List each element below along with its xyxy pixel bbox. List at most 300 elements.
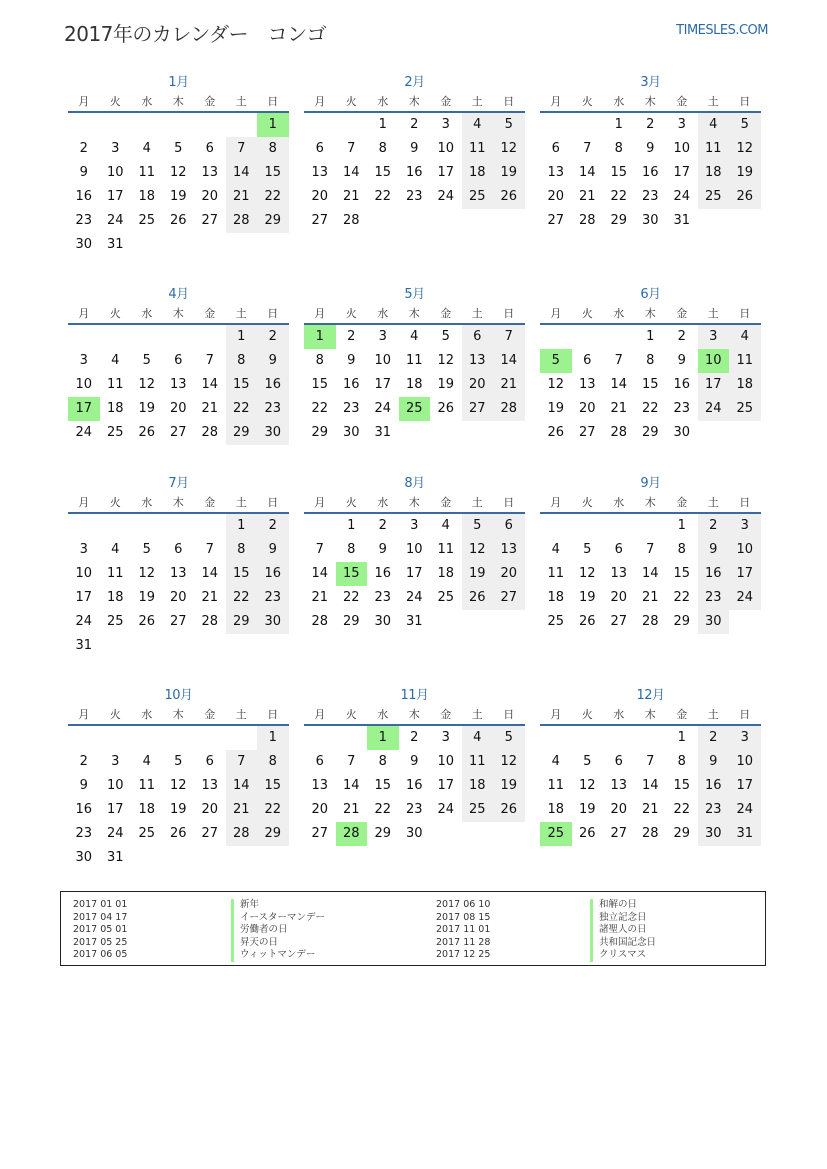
weekday-label: 木 xyxy=(172,496,184,509)
day-cell: 27 xyxy=(610,614,628,629)
day-cell: 19 xyxy=(138,401,156,416)
holiday-date: 2017 05 01 xyxy=(73,924,128,935)
holiday-date: 2017 06 10 xyxy=(436,899,491,910)
holiday-date: 2017 11 28 xyxy=(436,936,491,948)
day-empty xyxy=(603,726,635,750)
day-cell: 1 xyxy=(614,117,623,132)
day-cell: 27 xyxy=(610,826,628,841)
day-cell: 11 xyxy=(729,349,761,373)
day-cell: 13 xyxy=(462,349,494,373)
day-cell: 27 xyxy=(169,425,187,440)
day-cell: 31 xyxy=(374,425,392,440)
day-cell: 5 xyxy=(174,754,183,769)
month-11 xyxy=(304,686,525,846)
day-cell: 9 xyxy=(79,778,88,793)
day-cell: 21 xyxy=(641,590,659,605)
day-cell: 16 xyxy=(75,189,93,204)
day-cell: 4 xyxy=(111,353,120,368)
day-cell: 20 xyxy=(547,189,565,204)
weekday-label: 火 xyxy=(345,708,357,721)
day-cell: 16 xyxy=(698,562,730,586)
weekday-label: 金 xyxy=(204,496,216,509)
day-cell: 11 xyxy=(138,778,156,793)
day-cell: 20 xyxy=(610,590,628,605)
month-7 xyxy=(68,474,289,658)
weekday-label: 月 xyxy=(314,708,326,721)
day-cell: 28 xyxy=(641,826,659,841)
day-cell: 9 xyxy=(410,754,419,769)
day-empty xyxy=(163,113,195,137)
day-cell: 21 xyxy=(226,798,258,822)
day-cell: 10 xyxy=(106,778,124,793)
day-cell: 15 xyxy=(610,165,628,180)
day-cell: 7 xyxy=(226,137,258,161)
weekday-label: 月 xyxy=(78,708,90,721)
weekday-label: 金 xyxy=(676,307,688,320)
weekday-header xyxy=(304,305,525,325)
day-cell: 29 xyxy=(226,421,258,445)
weekday-label: 月 xyxy=(78,307,90,320)
month-title: 5月 xyxy=(404,287,425,302)
day-cell: 14 xyxy=(641,778,659,793)
month-title: 12月 xyxy=(636,688,665,703)
day-cell: 26 xyxy=(578,614,596,629)
day-empty xyxy=(572,514,604,538)
day-cell: 12 xyxy=(169,778,187,793)
day-cell: 18 xyxy=(729,373,761,397)
day-cell: 19 xyxy=(578,590,596,605)
weekday-label: 火 xyxy=(581,496,593,509)
day-cell: 22 xyxy=(257,798,289,822)
day-cell: 22 xyxy=(673,590,691,605)
day-cell: 22 xyxy=(226,586,258,610)
day-cell: 28 xyxy=(336,822,368,846)
day-cell: 25 xyxy=(540,822,572,846)
weekday-header xyxy=(540,305,761,325)
day-cell: 14 xyxy=(342,778,360,793)
day-empty xyxy=(540,514,572,538)
day-cell: 13 xyxy=(610,566,628,581)
weekday-label: 火 xyxy=(109,496,121,509)
day-cell: 1 xyxy=(257,726,289,750)
weekday-label: 木 xyxy=(644,496,656,509)
day-cell: 3 xyxy=(441,117,450,132)
day-cell: 14 xyxy=(201,566,219,581)
day-cell: 14 xyxy=(226,774,258,798)
month-title: 4月 xyxy=(168,287,189,302)
day-cell: 14 xyxy=(226,161,258,185)
day-cell: 23 xyxy=(641,189,659,204)
month-title: 7月 xyxy=(168,476,189,491)
weekday-label: 火 xyxy=(345,496,357,509)
weekday-label: 火 xyxy=(109,95,121,108)
day-cell: 15 xyxy=(257,161,289,185)
month-title: 1月 xyxy=(168,75,189,90)
day-cell: 17 xyxy=(106,189,124,204)
day-cell: 24 xyxy=(673,189,691,204)
day-cell: 7 xyxy=(205,542,214,557)
day-cell: 5 xyxy=(583,754,592,769)
holiday-name: 新年 xyxy=(231,899,325,912)
day-cell: 19 xyxy=(547,401,565,416)
day-grid xyxy=(304,514,525,634)
month-8 xyxy=(304,474,525,634)
day-cell: 17 xyxy=(437,165,455,180)
day-grid xyxy=(304,113,525,233)
day-cell: 14 xyxy=(578,165,596,180)
day-cell: 12 xyxy=(493,750,525,774)
day-cell: 24 xyxy=(729,586,761,610)
day-cell: 1 xyxy=(367,726,399,750)
day-cell: 1 xyxy=(677,730,686,745)
weekday-label: 水 xyxy=(377,496,389,509)
weekday-label: 水 xyxy=(613,708,625,721)
day-cell: 10 xyxy=(405,542,423,557)
month-12 xyxy=(540,686,761,846)
weekday-label: 月 xyxy=(78,95,90,108)
day-cell: 29 xyxy=(673,826,691,841)
day-cell: 28 xyxy=(226,209,258,233)
weekday-label: 火 xyxy=(345,95,357,108)
day-cell: 23 xyxy=(374,590,392,605)
weekday-header xyxy=(540,706,761,726)
holiday-name: クリスマス xyxy=(590,949,656,962)
day-cell: 20 xyxy=(462,373,494,397)
site-link[interactable]: TIMESLES.COM xyxy=(676,23,768,38)
day-cell: 18 xyxy=(698,161,730,185)
day-cell: 5 xyxy=(493,113,525,137)
day-cell: 28 xyxy=(342,213,360,228)
day-cell: 4 xyxy=(551,542,560,557)
day-cell: 6 xyxy=(205,754,214,769)
day-cell: 21 xyxy=(311,590,329,605)
day-cell: 11 xyxy=(437,542,455,557)
day-cell: 26 xyxy=(169,826,187,841)
day-cell: 15 xyxy=(311,377,329,392)
day-cell: 8 xyxy=(646,353,655,368)
day-grid xyxy=(540,514,761,634)
day-grid xyxy=(304,726,525,846)
month-title: 2月 xyxy=(404,75,425,90)
day-cell: 28 xyxy=(226,822,258,846)
day-cell: 20 xyxy=(169,590,187,605)
day-cell: 18 xyxy=(437,566,455,581)
day-cell: 17 xyxy=(437,778,455,793)
day-cell: 1 xyxy=(378,117,387,132)
holiday-names-col-1 xyxy=(231,899,325,962)
weekday-header xyxy=(68,93,289,113)
holiday-date: 2017 12 25 xyxy=(436,949,491,960)
day-cell: 28 xyxy=(493,397,525,421)
day-cell: 15 xyxy=(641,377,659,392)
day-cell: 9 xyxy=(698,750,730,774)
day-cell: 3 xyxy=(677,117,686,132)
day-cell: 27 xyxy=(201,213,219,228)
day-grid xyxy=(540,113,761,233)
day-cell: 25 xyxy=(437,590,455,605)
day-cell: 4 xyxy=(462,726,494,750)
day-cell: 3 xyxy=(111,141,120,156)
day-cell: 30 xyxy=(342,425,360,440)
day-cell: 17 xyxy=(729,774,761,798)
day-cell: 28 xyxy=(610,425,628,440)
day-cell: 31 xyxy=(405,614,423,629)
day-cell: 13 xyxy=(311,778,329,793)
day-cell: 20 xyxy=(201,189,219,204)
day-cell: 30 xyxy=(698,610,730,634)
holiday-name: 諸聖人の日 xyxy=(590,924,656,937)
day-cell: 7 xyxy=(583,141,592,156)
day-cell: 5 xyxy=(462,514,494,538)
holiday-date: 2017 11 01 xyxy=(436,924,491,935)
weekday-label: 月 xyxy=(314,307,326,320)
day-cell: 6 xyxy=(462,325,494,349)
day-empty xyxy=(68,726,100,750)
day-cell: 4 xyxy=(142,754,151,769)
day-cell: 12 xyxy=(578,778,596,793)
day-empty xyxy=(194,726,226,750)
weekday-label: 火 xyxy=(581,95,593,108)
day-empty xyxy=(100,325,132,349)
day-cell: 11 xyxy=(138,165,156,180)
day-cell: 4 xyxy=(441,518,450,533)
day-cell: 24 xyxy=(437,189,455,204)
holiday-date: 2017 05 25 xyxy=(73,936,128,948)
day-cell: 16 xyxy=(75,802,93,817)
day-cell: 29 xyxy=(311,425,329,440)
day-cell: 23 xyxy=(75,826,93,841)
day-cell: 19 xyxy=(169,189,187,204)
day-cell: 2 xyxy=(347,329,356,344)
day-cell: 13 xyxy=(201,165,219,180)
day-cell: 30 xyxy=(698,822,730,846)
day-cell: 2 xyxy=(698,726,730,750)
day-cell: 1 xyxy=(646,329,655,344)
weekday-label: 日 xyxy=(503,708,515,721)
day-empty xyxy=(131,113,163,137)
day-empty xyxy=(163,514,195,538)
day-cell: 12 xyxy=(547,377,565,392)
day-cell: 1 xyxy=(257,113,289,137)
day-cell: 31 xyxy=(106,850,124,865)
day-cell: 6 xyxy=(614,542,623,557)
day-cell: 2 xyxy=(257,514,289,538)
day-cell: 27 xyxy=(311,213,329,228)
day-cell: 30 xyxy=(257,421,289,445)
month-title: 3月 xyxy=(640,75,661,90)
day-cell: 26 xyxy=(462,586,494,610)
day-cell: 18 xyxy=(106,401,124,416)
day-grid xyxy=(68,726,289,870)
weekday-label: 日 xyxy=(739,708,751,721)
day-cell: 17 xyxy=(106,802,124,817)
day-cell: 11 xyxy=(547,566,565,581)
holiday-date: 2017 04 17 xyxy=(73,911,128,923)
day-cell: 26 xyxy=(493,798,525,822)
weekday-label: 月 xyxy=(78,496,90,509)
day-cell: 6 xyxy=(551,141,560,156)
day-cell: 22 xyxy=(374,802,392,817)
day-cell: 12 xyxy=(169,165,187,180)
day-cell: 11 xyxy=(106,566,124,581)
day-cell: 10 xyxy=(437,141,455,156)
day-cell: 21 xyxy=(610,401,628,416)
day-empty xyxy=(603,325,635,349)
day-cell: 3 xyxy=(729,726,761,750)
day-cell: 30 xyxy=(405,826,423,841)
month-title: 11月 xyxy=(400,688,429,703)
day-cell: 16 xyxy=(641,165,659,180)
day-cell: 4 xyxy=(142,141,151,156)
day-cell: 16 xyxy=(698,774,730,798)
holiday-name: 和解の日 xyxy=(590,899,656,912)
day-cell: 18 xyxy=(138,802,156,817)
day-cell: 10 xyxy=(673,141,691,156)
day-cell: 17 xyxy=(698,373,730,397)
weekday-label: 火 xyxy=(109,307,121,320)
day-cell: 21 xyxy=(226,185,258,209)
day-cell: 12 xyxy=(578,566,596,581)
day-cell: 30 xyxy=(374,614,392,629)
day-cell: 30 xyxy=(673,425,691,440)
day-cell: 8 xyxy=(315,353,324,368)
day-cell: 22 xyxy=(257,185,289,209)
holiday-names-col-2 xyxy=(590,899,656,962)
day-grid xyxy=(68,113,289,257)
weekday-label: 水 xyxy=(377,708,389,721)
day-cell: 3 xyxy=(79,353,88,368)
day-cell: 18 xyxy=(462,774,494,798)
day-cell: 19 xyxy=(493,774,525,798)
weekday-label: 金 xyxy=(440,307,452,320)
weekday-label: 金 xyxy=(676,95,688,108)
day-cell: 27 xyxy=(311,826,329,841)
weekday-label: 水 xyxy=(613,307,625,320)
day-empty xyxy=(304,726,336,750)
day-cell: 29 xyxy=(610,213,628,228)
day-cell: 11 xyxy=(462,137,494,161)
day-cell: 2 xyxy=(410,730,419,745)
day-cell: 4 xyxy=(698,113,730,137)
weekday-label: 月 xyxy=(550,708,562,721)
weekday-label: 土 xyxy=(235,95,247,108)
day-cell: 31 xyxy=(106,237,124,252)
day-cell: 13 xyxy=(547,165,565,180)
day-empty xyxy=(131,726,163,750)
weekday-label: 木 xyxy=(172,307,184,320)
weekday-label: 金 xyxy=(440,708,452,721)
day-cell: 24 xyxy=(729,798,761,822)
day-cell: 17 xyxy=(374,377,392,392)
day-cell: 11 xyxy=(698,137,730,161)
day-cell: 8 xyxy=(257,137,289,161)
day-cell: 20 xyxy=(311,189,329,204)
day-cell: 28 xyxy=(201,425,219,440)
day-cell: 8 xyxy=(614,141,623,156)
month-title: 10月 xyxy=(164,688,193,703)
day-cell: 5 xyxy=(540,349,572,373)
day-cell: 24 xyxy=(75,425,93,440)
day-cell: 6 xyxy=(493,514,525,538)
day-cell: 18 xyxy=(547,802,565,817)
day-cell: 24 xyxy=(698,397,730,421)
day-cell: 8 xyxy=(378,754,387,769)
day-cell: 14 xyxy=(201,377,219,392)
day-cell: 3 xyxy=(698,325,730,349)
day-cell: 3 xyxy=(378,329,387,344)
day-cell: 4 xyxy=(111,542,120,557)
day-empty xyxy=(163,325,195,349)
weekday-label: 月 xyxy=(550,95,562,108)
day-empty xyxy=(572,113,604,137)
day-cell: 7 xyxy=(646,542,655,557)
weekday-label: 金 xyxy=(204,95,216,108)
day-cell: 9 xyxy=(378,542,387,557)
day-empty xyxy=(635,514,667,538)
weekday-label: 金 xyxy=(440,95,452,108)
day-cell: 23 xyxy=(698,798,730,822)
day-cell: 2 xyxy=(698,514,730,538)
day-cell: 12 xyxy=(437,353,455,368)
day-empty xyxy=(163,726,195,750)
day-cell: 14 xyxy=(342,165,360,180)
day-cell: 19 xyxy=(462,562,494,586)
day-cell: 2 xyxy=(378,518,387,533)
day-empty xyxy=(131,514,163,538)
holiday-name: 独立記念日 xyxy=(590,912,656,925)
day-cell: 7 xyxy=(646,754,655,769)
day-cell: 22 xyxy=(610,189,628,204)
day-cell: 9 xyxy=(646,141,655,156)
weekday-label: 木 xyxy=(408,307,420,320)
weekday-label: 金 xyxy=(676,496,688,509)
day-cell: 7 xyxy=(347,754,356,769)
day-cell: 16 xyxy=(342,377,360,392)
weekday-label: 火 xyxy=(345,307,357,320)
day-cell: 18 xyxy=(138,189,156,204)
day-cell: 5 xyxy=(583,542,592,557)
day-cell: 19 xyxy=(169,802,187,817)
weekday-label: 火 xyxy=(581,708,593,721)
weekday-label: 月 xyxy=(314,95,326,108)
day-cell: 6 xyxy=(583,353,592,368)
holiday-name: 労働者の日 xyxy=(231,924,325,937)
day-cell: 2 xyxy=(79,141,88,156)
day-cell: 7 xyxy=(205,353,214,368)
day-cell: 18 xyxy=(462,161,494,185)
day-cell: 19 xyxy=(138,590,156,605)
day-cell: 13 xyxy=(169,566,187,581)
weekday-label: 木 xyxy=(644,95,656,108)
weekday-label: 木 xyxy=(408,496,420,509)
weekday-label: 土 xyxy=(235,708,247,721)
day-cell: 22 xyxy=(342,590,360,605)
day-cell: 10 xyxy=(729,538,761,562)
month-3 xyxy=(540,73,761,233)
day-cell: 21 xyxy=(201,590,219,605)
weekday-label: 日 xyxy=(503,95,515,108)
day-cell: 20 xyxy=(610,802,628,817)
weekday-label: 日 xyxy=(267,708,279,721)
day-cell: 11 xyxy=(462,750,494,774)
weekday-header xyxy=(304,706,525,726)
day-cell: 6 xyxy=(315,754,324,769)
day-cell: 9 xyxy=(347,353,356,368)
day-cell: 11 xyxy=(405,353,423,368)
day-cell: 20 xyxy=(201,802,219,817)
day-cell: 1 xyxy=(304,325,336,349)
day-cell: 22 xyxy=(673,802,691,817)
